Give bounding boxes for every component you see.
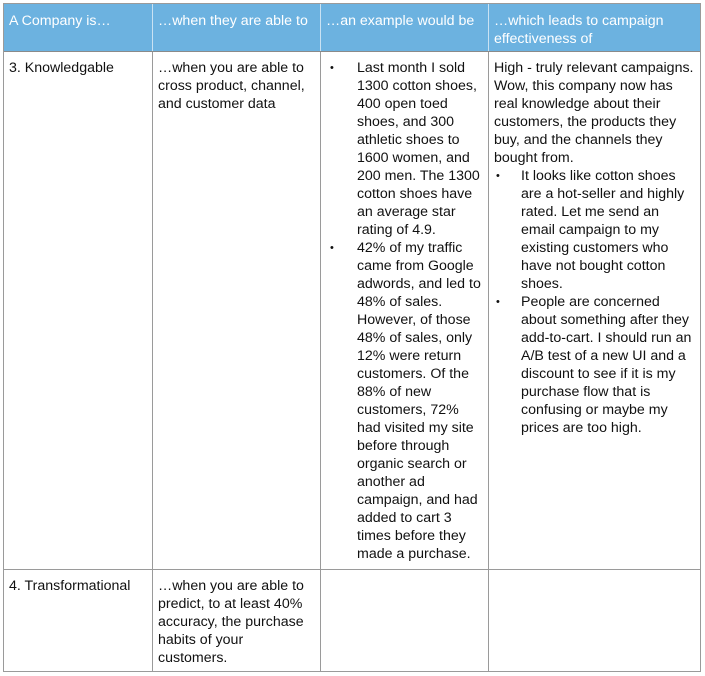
bullet-icon: •	[330, 242, 334, 254]
effectiveness-cell	[489, 52, 700, 569]
header-cell-example: …an example would be	[321, 4, 489, 51]
effectiveness-text: People are concerned about something after they add-to-cart. I should run an A/B test of a new UI and a discount to see if it is my purchase flow that is confusing or maybe my prices are too high.	[521, 294, 692, 436]
company-cell: 3. Knowledgable	[4, 52, 153, 569]
example-list	[326, 59, 483, 563]
table-row	[4, 570, 700, 671]
effectiveness-list	[494, 167, 695, 437]
ability-cell: …when you are able to cross product, channel, and customer data	[153, 52, 321, 569]
effectiveness-intro: High - truly relevant campaigns. Wow, this company now has real knowledge about their customers, the products they buy, and the channels they bought from.	[494, 60, 694, 166]
example-cell	[321, 52, 489, 569]
table-header-row	[4, 4, 700, 52]
header-cell-company: A Company is…	[4, 4, 153, 51]
list-item	[494, 167, 695, 293]
company-cell: 4. Transformational	[4, 570, 153, 671]
list-item	[326, 59, 483, 239]
ability-cell: …when you are able to predict, to at least 40% accuracy, the purchase habits of your customers.	[153, 570, 321, 671]
bullet-icon: •	[330, 62, 334, 74]
table-row	[4, 52, 700, 570]
header-cell-effectiveness: …which leads to campaign effectiveness of	[494, 13, 664, 47]
header-cell-ability: …when they are able to	[153, 4, 321, 51]
comparison-table	[3, 3, 701, 672]
effectiveness-text: It looks like cotton shoes are a hot-seller and highly rated. Let me send an email campaign to my existing customers who have not bought cotton shoes.	[521, 168, 685, 292]
bullet-icon: •	[496, 170, 500, 182]
example-cell	[321, 570, 489, 671]
list-item	[494, 293, 695, 437]
example-text: Last month I sold 1300 cotton shoes, 400 open toed shoes, and 300 athletic shoes to 1600 women, and 200 men. The 1300 cotton shoes have an average star rating of 4.9.	[357, 60, 480, 238]
example-text: 42% of my traffic came from Google adwords, and led to 48% of sales. However, of those 48% of sales, only 12% were return customers. Of the 88% of new customers, 72% had visited my site before through organic search or another ad campaign, and had added to cart 3 times before they made a purchase.	[357, 240, 481, 562]
effectiveness-cell	[489, 570, 700, 671]
bullet-icon: •	[496, 296, 500, 308]
list-item	[326, 239, 483, 563]
